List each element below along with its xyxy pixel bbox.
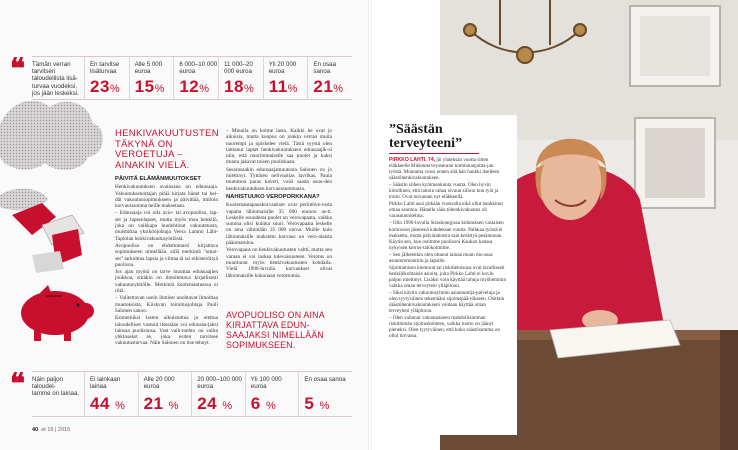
hands-exchanging-money <box>12 203 84 273</box>
article-heading: HENKIVAKUUTUSTEN TÄKYNÄ ON VEROETUJA – AINAKIN VIELÄ. <box>115 128 219 171</box>
bottom-stat: Alle 20 000 euroa 21 % <box>138 372 192 416</box>
bottom-stat: En osaa sanoa 5 % <box>298 372 352 416</box>
bottom-stat: Ei lainkaan lainaa 44 % <box>84 372 138 416</box>
pull-quote: AVOPUOLISO ON AINA KIRJATTAVA EDUN-SAAJAKSI NIMELLÄÄN SOPIMUKSEEN. <box>226 310 325 350</box>
framed-picture <box>630 6 720 86</box>
title-divider <box>389 153 479 154</box>
bottom-stats-intro: ❝ Näin paljon taloudel- lamme on lainaa. <box>10 369 80 400</box>
quote-mark-icon: ❝ <box>10 369 26 400</box>
side-story-body: PIRKKO LAHTI, 74, jäi yhdeksän vuotta sitten eläkkeelle Mielenterveysseuran toiminnanjohta-jan työstä. Muutama vuosi ennen sitä hän hankki itselleen säästöhenkivakuutuksen. – Säästin siihen kymmenkunta vuotta. Olen hyvin kiitollinen, että laitoin rahaa sivuun silloin kun työt ja toimi. Ovat turvanani nyt eläkkeellä. Pirkko Lahti asui pitkään vuokralla eikä ollut hankkinut omaa asuntoa. Hänelle sääs-töhenkivakuutus oli varasuunnitelma. – Olin 1990-luvulla Strasbourgissa kidutuksen vastaisen komission jäsenenä kahdeksan vuotta. Palkkaa työstä ei maksettu, mutta päivärahoista sain kerättyä pesämunan. Käytin sen, kun ostimme puolisoni Kaukon kanssa nykyisen kerros-talokotimme. – Sen jälkeenkin olen ottanut lainaa muun mu-assa asuntoremonttiin ja lapsille. Sijoittamisen kiemurat tai riskitietoisuus ovat tavallisesti henkilökohtaisia asioita, joita Pirkko Lahti ei kovin paljon miettinyt. Lisäksi voin käyttää rahoja myöhemmin vaikka oman terveyteni ylläpitoon. – Siksi käytin vakuutusyhtiön asiantuntija-palveluja ja olen tyytyväinen tekemääni sijoituspää-tökseen. Osittain säästöhenkivakuutukseni voidaan käyttää oman terveyteni ylläpitoon. – Olen valinnut vakuutukseen mahdollisimman riskittömän sijoituskohteen, vaikka tuotto on jäänyt pieneksi. Olen tyytyväinen, että koko säästösumma on ollut turvassa. <box>389 157 506 340</box>
top-stat: 11 000–20 000 euroa 18% <box>218 57 263 99</box>
top-stat: Alle 5 000 euroa 15% <box>129 57 174 99</box>
top-stat: En osaa sanoa 21% <box>307 57 352 99</box>
top-stat: 6 000–10 000 euroa 12% <box>173 57 218 99</box>
cloud-shape <box>0 101 103 170</box>
decorative-illustration <box>0 95 110 355</box>
article-column-1: PÄIVITÄ ELÄMÄNMUUTOKSET Henkivakuutuksen avainsana on edunsaaja. Vakuutuksenottajan pitää kirjata hänet tai hei-dät vakuutussopimukseen ja päivittää, milloin korvaussumma heille maksetaan. – Edunsaaja voi olla avio- tai avopuoliso, lap-set ja lapsenlapset, mutta myös muu henkilö, joka on vaikkapa huolehtinut vakuutetusta, muistuttaa yksikönjohtaja Veera Lammi Lähi-Tapiolan henkivakuutusyhtiöstä. Avopuoliso on ehdottomasti kirjattava sopimukseen nimellään, sillä merkintä "omai-set" tarkoittaa lapsia ja viittaa tä tai rekisteröityä puolisoa. Jos ajan myötä on tarve muuttaa edunsaajien joukkoa, siitäkin on ilmoitettava kirjallisesti vakuutusyhtiölle. Merkintä kuolemantuessa ei riitä. – Valitettavan usein ihmiset unohtavat ilmoittaa muutoksista, Kiiskvan toimitusjohtaja Pauli Salonen sanoo. Esimerkiksi lasten aikuistuttua ja otettua taloudelliset vastuut itsestään voi edunsaa-jaksi lainsaa puolisonsa. Vast vaih-toehto on valita yhkinsekst se, joka esiten tarvitsee vakuutusturvaa. Näin Salonen on itse tehnyt. <box>115 176 218 347</box>
bottom-stats-row <box>10 369 352 417</box>
bottom-stat: 20 000–100 000 euroa 24 % <box>191 372 245 416</box>
page-folio: 40 et 16 | 2015 <box>32 427 71 433</box>
top-stat: En tarvitse lisäturvaa 23% <box>84 57 129 99</box>
quote-mark-icon: ❝ <box>10 54 26 85</box>
top-stats-row <box>10 54 352 100</box>
bottom-stat: Yli 100 000 euroa 6 % <box>245 372 299 416</box>
piggy-bank-icon <box>21 285 94 341</box>
top-stat: Yli 20 000 euroa 11% <box>263 57 308 99</box>
top-stats-intro: ❝ Tämän verran tarvitsen taloudellista lisä- turvaa vuodeksi, jos jään leskeksi. <box>10 54 79 97</box>
framed-picture <box>635 118 715 208</box>
side-story-title: ”Säästän terveyteeni” <box>389 122 463 151</box>
article-column-2: – Minulla on kolme lasta. Kaikki he ovat jo aikuisia, mutta kuopus on jonkin verran muita nuorempi ja opiskelee vielä. Tästä syystä olen laittanut lapset henkivakuutukseni edunsaajik-si niin, että nuorimmaiselle saa puolet ja kaksi muuta jakavat toisen puoliskaan. Sesarusaakin edunsaajamuutosta Salonen on jo miettinyt. Tyttären nelivuotias lavrikas, Paula mummon paras kaveri, voisi saada osuu-den henkivakuutuksen korvaussummasta. NAHISTUUKO VEROPORKKANA? Kuolemantapauskorvaukset ovat perintöve-rosta vapaita lähiomaisille 35 000 euroon as-ti. Leskelle osuudesta puolet on verovapaata, vaikka summa olisi kuinka suuri. Verovapaata leskelle on aina vähintään 35 000 euroa. Muille kuin lähiomaisille maksettu korvaus on vero-alaista pääomatuloa. Verovapaus on henkivakuutusten valtti, mutta sen varaan ei voi laskea tulevaisuuteen. Verotus on muuttunut myös henkivakuutusten kohdalla. Vielä 1990-luvulla korvaukset olivat lähiomaisille kokonaan verottomia. <box>226 128 332 279</box>
page-gutter <box>368 0 372 450</box>
